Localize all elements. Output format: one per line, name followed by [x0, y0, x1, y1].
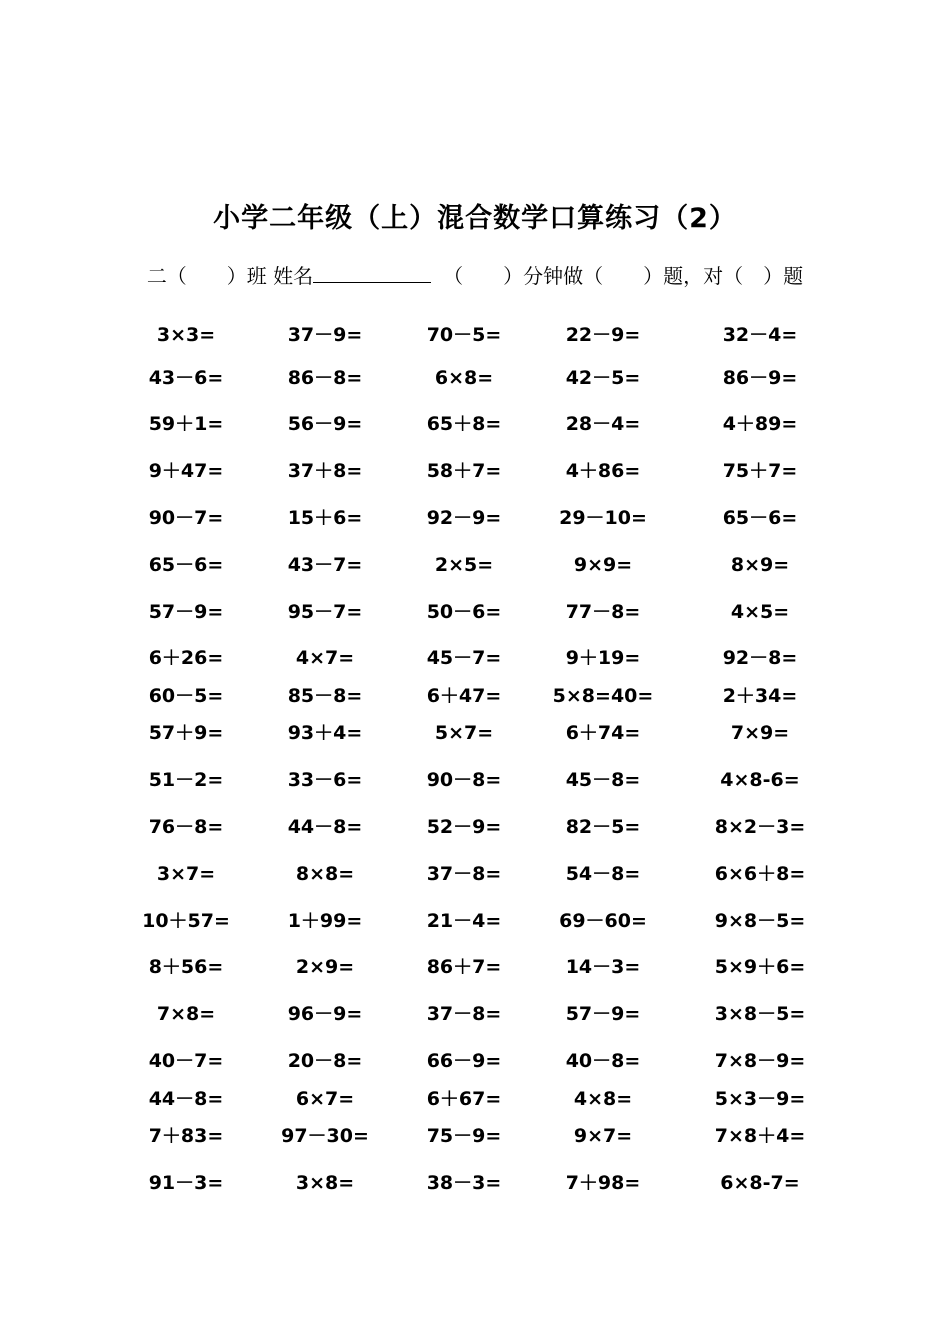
- problem-item: 7＋83=: [148, 1125, 224, 1147]
- problem-item: 57－9=: [148, 601, 224, 623]
- problem-item: 3×8=: [295, 1172, 355, 1194]
- problem-item: 6＋67=: [426, 1088, 502, 1110]
- problem-item: 65－6=: [148, 554, 224, 576]
- problem-item: 56－9=: [287, 413, 363, 435]
- problem-item: 82－5=: [565, 816, 641, 838]
- problem-item: 90－7=: [148, 507, 224, 529]
- problem-item: 85－8=: [287, 685, 363, 707]
- problem-item: 50－6=: [426, 601, 502, 623]
- problem-item: 59＋1=: [148, 413, 224, 435]
- problem-row: [0, 409, 950, 439]
- problem-item: 7×9=: [730, 722, 790, 744]
- problem-row: [0, 503, 950, 533]
- problem-item: 42－5=: [565, 367, 641, 389]
- problem-item: 97－30=: [281, 1125, 369, 1147]
- problem-item: 5×7=: [434, 722, 494, 744]
- problem-item: 86＋7=: [426, 956, 502, 978]
- problem-row: [0, 859, 950, 889]
- problem-item: 75－9=: [426, 1125, 502, 1147]
- problem-item: 2×5=: [434, 554, 494, 576]
- problem-row: [0, 999, 950, 1029]
- problem-row: [0, 1046, 950, 1076]
- problem-row: [0, 643, 950, 673]
- problem-item: 7×8－9=: [714, 1050, 806, 1072]
- problem-row: [0, 718, 950, 748]
- problem-row: [0, 952, 950, 982]
- problem-item: 15＋6=: [287, 507, 363, 529]
- problem-row: [0, 1168, 950, 1198]
- problem-item: 92－8=: [722, 647, 798, 669]
- problem-item: 14－3=: [565, 956, 641, 978]
- problem-item: 3×3=: [156, 324, 216, 346]
- problem-item: 90－8=: [426, 769, 502, 791]
- problem-item: 33－6=: [287, 769, 363, 791]
- problem-item: 75＋7=: [722, 460, 798, 482]
- problem-item: 37－9=: [287, 324, 363, 346]
- problem-row: [0, 1084, 950, 1114]
- problem-row: [0, 550, 950, 580]
- problem-item: 9×9=: [573, 554, 633, 576]
- problem-row: [0, 1121, 950, 1151]
- problem-row: [0, 597, 950, 627]
- problem-item: 37＋8=: [287, 460, 363, 482]
- problem-item: 6×8-7=: [720, 1172, 800, 1194]
- problem-item: 3×7=: [156, 863, 216, 885]
- problem-item: 4×5=: [730, 601, 790, 623]
- problem-item: 6＋26=: [148, 647, 224, 669]
- problem-item: 65＋8=: [426, 413, 502, 435]
- problem-item: 96－9=: [287, 1003, 363, 1025]
- problem-item: 76－8=: [148, 816, 224, 838]
- problem-item: 43－6=: [148, 367, 224, 389]
- problem-item: 77－8=: [565, 601, 641, 623]
- problem-item: 22－9=: [565, 324, 641, 346]
- problem-item: 44－8=: [148, 1088, 224, 1110]
- problem-item: 54－8=: [565, 863, 641, 885]
- problem-item: 2＋34=: [722, 685, 798, 707]
- problem-item: 5×8=40=: [552, 685, 654, 707]
- problem-row: [0, 812, 950, 842]
- problem-item: 40－8=: [565, 1050, 641, 1072]
- problem-item: 6＋47=: [426, 685, 502, 707]
- problem-item: 92－9=: [426, 507, 502, 529]
- problem-item: 70－5=: [426, 324, 502, 346]
- problem-item: 9＋19=: [565, 647, 641, 669]
- problem-item: 66－9=: [426, 1050, 502, 1072]
- problem-item: 6＋74=: [565, 722, 641, 744]
- problem-item: 58＋7=: [426, 460, 502, 482]
- problem-item: 45－8=: [565, 769, 641, 791]
- problem-item: 7×8=: [156, 1003, 216, 1025]
- problem-item: 3×8－5=: [714, 1003, 806, 1025]
- problem-item: 38－3=: [426, 1172, 502, 1194]
- problem-item: 10＋57=: [142, 910, 230, 932]
- problem-item: 52－9=: [426, 816, 502, 838]
- problem-item: 37－8=: [426, 1003, 502, 1025]
- problem-item: 8＋56=: [148, 956, 224, 978]
- problem-row: [0, 681, 950, 711]
- problem-item: 86－8=: [287, 367, 363, 389]
- problem-item: 8×8=: [295, 863, 355, 885]
- problem-row: [0, 906, 950, 936]
- problem-item: 28－4=: [565, 413, 641, 435]
- problem-item: 44－8=: [287, 816, 363, 838]
- problem-item: 4×8=: [573, 1088, 633, 1110]
- problem-item: 1＋99=: [287, 910, 363, 932]
- page-title: 小学二年级（上）混合数学口算练习（2）: [213, 203, 737, 234]
- problem-item: 69－60=: [559, 910, 647, 932]
- problem-item: 7×8＋4=: [714, 1125, 806, 1147]
- problem-item: 6×6＋8=: [714, 863, 806, 885]
- problem-item: 9×8－5=: [714, 910, 806, 932]
- problem-item: 8×9=: [730, 554, 790, 576]
- problem-row: [0, 765, 950, 795]
- problem-item: 2×9=: [295, 956, 355, 978]
- problem-item: 65－6=: [722, 507, 798, 529]
- problem-item: 4＋86=: [565, 460, 641, 482]
- problem-item: 43－7=: [287, 554, 363, 576]
- problem-item: 4×8-6=: [720, 769, 800, 791]
- problem-item: 5×3－9=: [714, 1088, 806, 1110]
- class-name-label: 二（ ）班 姓名: [146, 264, 314, 288]
- problem-item: 9＋47=: [148, 460, 224, 482]
- problem-item: 45－7=: [426, 647, 502, 669]
- problem-item: 93＋4=: [287, 722, 363, 744]
- problem-item: 95－7=: [287, 601, 363, 623]
- problem-row: [0, 363, 950, 393]
- problem-item: 4＋89=: [722, 413, 798, 435]
- problem-item: 91－3=: [148, 1172, 224, 1194]
- time-score-label: （ ）分钟做（ ）题，对（ ）题: [443, 264, 804, 288]
- problem-item: 57－9=: [565, 1003, 641, 1025]
- problem-item: 37－8=: [426, 863, 502, 885]
- problem-item: 7＋98=: [565, 1172, 641, 1194]
- problem-item: 51－2=: [148, 769, 224, 791]
- problem-item: 20－8=: [287, 1050, 363, 1072]
- problem-item: 8×2－3=: [714, 816, 806, 838]
- problem-row: [0, 320, 950, 350]
- problem-item: 60－5=: [148, 685, 224, 707]
- problem-item: 6×7=: [295, 1088, 355, 1110]
- problem-item: 9×7=: [573, 1125, 633, 1147]
- problem-item: 57＋9=: [148, 722, 224, 744]
- problem-item: 32－4=: [722, 324, 798, 346]
- problem-item: 4×7=: [295, 647, 355, 669]
- problem-item: 6×8=: [434, 367, 494, 389]
- problem-item: 21－4=: [426, 910, 502, 932]
- problem-row: [0, 456, 950, 486]
- problem-item: 40－7=: [148, 1050, 224, 1072]
- problem-item: 29－10=: [559, 507, 647, 529]
- problem-item: 5×9＋6=: [714, 956, 806, 978]
- problem-item: 86－9=: [722, 367, 798, 389]
